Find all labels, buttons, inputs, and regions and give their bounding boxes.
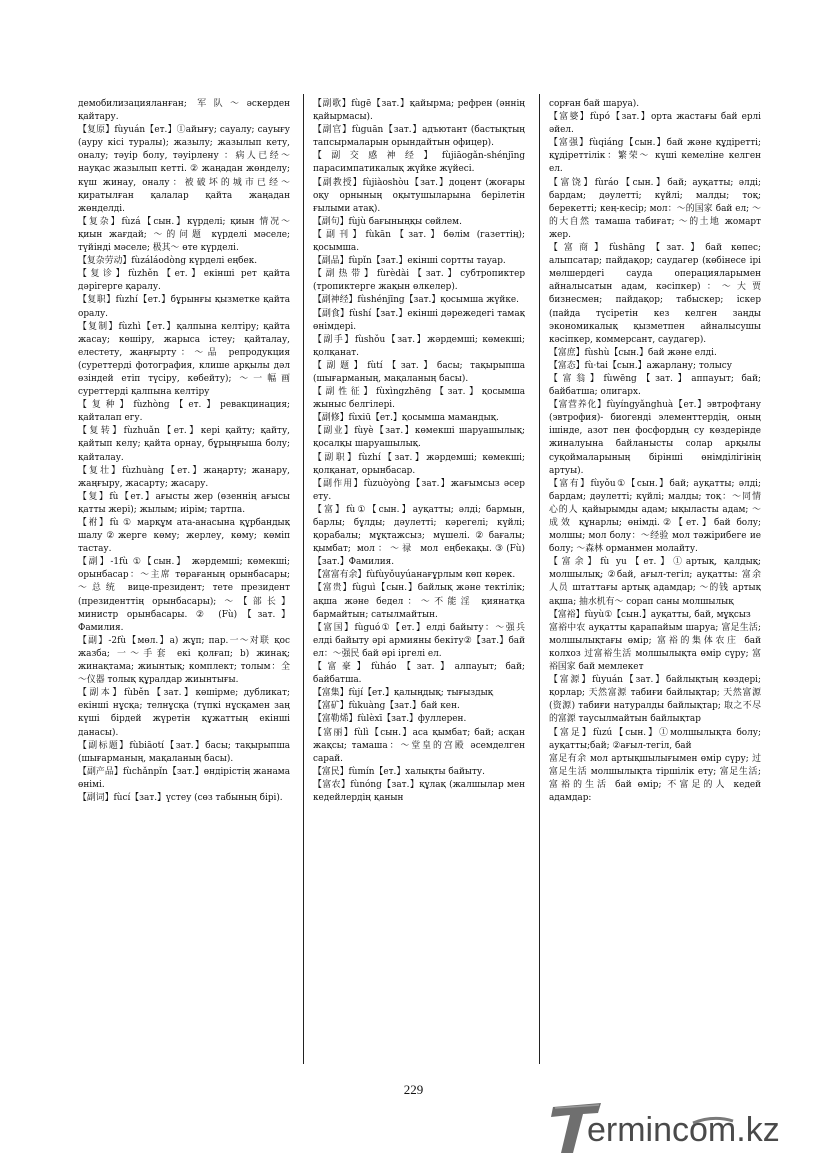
dictionary-entry: 【副刊】fùkān【зат.】бөлiм (газеттiң); қосымша.: [313, 229, 525, 254]
dictionary-entry: 【富矿】fùkuàng【зат.】бай кен.: [313, 701, 460, 712]
dictionary-entry: 【副题】fùtí【зат.】басы; тақырыпша (шығарманың, мақаланың басы).: [313, 360, 525, 384]
dictionary-entry: 【副本】fùběn【зат.】көшірме; дубликат; екiншi нұсқа; телнұсқа (түпкі нұсқамен заң күші бірдей жүретін құжаттың екiншi данасы).: [78, 688, 290, 738]
dictionary-entry: 【副职】fùzhí【зат.】жәрдемші; көмекші; қолқанат, орынбасар.: [313, 452, 525, 476]
dictionary-entry: 【富有】fùyǒu①【сын.】бай; ауқатты; әлді; бардам; дәулетті; күйлі; малды; тоқ：～同情心的人 қайырымды адам; ықыласты адам; ～成效 құнарлы; өнімді.②【ет.】бай болу; молшы; мол болу：～经验 мол тәжірибеге ие болу; ～森林 орманмен молайту.: [549, 478, 761, 555]
dictionary-entry: 【副句】fùjù бағыныңқы сөйлем.: [313, 216, 462, 227]
page-number: 229: [403, 1082, 424, 1097]
dictionary-entry: 【富勒烯】fùlèxī【зат.】фуллерен.: [313, 714, 467, 725]
dictionary-entry: 【副标题】fùbiāotí【зат.】басы; тақырыпша (шығарманың, мақаланың басы).: [78, 740, 290, 764]
dictionary-entry: 【富豪】fùháo【зат.】алпауыт; бай; байбатша.: [313, 662, 525, 686]
dictionary-entry: 【副修】fùxiū【ет.】қосымша мамандық.: [313, 413, 499, 424]
dictionary-entry: 【富丽】fùlì【сын.】аса қымбат; бай; асқан жақсы; тамаша：～堂皇的宫殿 әсемделген сарай.: [313, 727, 525, 764]
dictionary-column-2: [313, 98, 525, 1074]
dictionary-entry: 富足有余 мол артықшылығымен өмір сүру; 过富足生活 молшылықта тіршілік ету; 富足生活; 富裕的生活 бай өмір; 不富足的人 кедей адамдар:: [549, 753, 761, 803]
dictionary-entry: 【富庶】fùshù【сын.】бай және елді.: [549, 347, 717, 358]
dictionary-entry: 【副官】fùguān【зат.】адъютант (бастықтың тапсырмаларын орындайтын офицер).: [313, 125, 525, 149]
dictionary-entry: 【复】fù【ет.】ағысты жер (өзеннiң ағысы қатты жерi); жылым; иiрiм; тартпа.: [78, 491, 290, 515]
dictionary-entry: 【复职】fùzhí【ет.】бұрынғы қызметке қайта оралу.: [78, 295, 290, 319]
dictionary-entry: 【富饶】fùráo【сын.】бай; ауқатты; әлді; бардам; дәулетті; күйлі; малды; тоқ; берекетті; кең-кесір; мол：～的国家 бай ел; ～的大自然 тамаша табиғат; ～的土地 жомарт жер.: [549, 177, 761, 240]
dictionary-entry: сорған бай шаруа).: [549, 99, 640, 109]
dictionary-entry: 【富态】fù·tai【сын.】ажарлану; толысу: [549, 360, 732, 371]
dictionary-entry: 【副歌】fùgē【зат.】қайырма; рефрен (әннің қайырмасы).: [313, 99, 525, 123]
termincom-logo: [543, 1097, 813, 1159]
dictionary-entry: 【副业】fùyè【зат.】көмекші шаруашылық; қосалқы шаруашылық.: [313, 426, 525, 450]
logo-text: ermincom.kz: [587, 1111, 780, 1149]
dictionary-entry: 【副食】fùshí【зат.】екінші дәрежедегі тамақ өнімдері.: [313, 308, 525, 332]
dictionary-entry: 【富源】fùyuán【зат.】байлықтың көздері; қорлар; 天然富源 табиғи байлықтар; 天然富源(资源) табиғи натуралды байлықтар; 取之不尽的富源 таусылмайтын байлықтар: [549, 675, 761, 725]
dictionary-entry: 【副】-2fù【мөл.】а) жұп; пар.一～对联 қос жазба; 一～手套 екі қолғап; b) жинақ; жинақтама; жиынтық; комплект; толым：全～仪器 толық құралдар жиынтығы.: [78, 635, 290, 686]
dictionary-entry: 【富农】fùnóng【зат.】құлақ (жалшылар мен кедейлердің қанын: [313, 779, 525, 803]
dictionary-entry: 【富足】fùzú【сын.】①молшылықта болу; ауқатты;бай; ②ағыл-тегіл, бай: [549, 727, 761, 751]
column-divider: [303, 94, 304, 1064]
dictionary-entry: 【富国】fùguó①【ет.】елді байыту：～强兵 елді байыту әрі армияны бекіту②【зат.】бай ел：～强民 бай әрі іргелі ел.: [313, 622, 525, 659]
dictionary-entry: 【富】fù①【сын.】ауқатты; әлді; бармын, барлы; бұлды; дәулетті; кәрегелі; күйлі; қорабалы; мұқтажсыз; мүшелі.②бағалы; қымбат; мол：～禄 мол еңбекақы.③(Fù)【зат.】Фамилия.: [313, 504, 525, 568]
dictionary-entry: 【复转】fùzhuǎn【ет.】кері қайту; қайту, қайтып келу; қайта орнау, бұрыңғыша болу; қайталау.: [78, 426, 290, 463]
dictionary-entry: 【副热带】fùrèdài【зат.】субтропиктер (тропиктерге жақын өлкелер).: [313, 269, 525, 293]
dictionary-entry: 【富裕】fùyù①【сын.】ауқатты, бай, мұқсыз: [549, 609, 751, 620]
dictionary-entry: 【副神经】fùshénjīng【зат.】қосымша жүйке.: [313, 295, 519, 306]
dictionary-entry: 【复种】fùzhòng【ет.】ревакцинация; қайталап егу.: [78, 400, 290, 424]
dictionary-entry: 【副交感神经】fùjiāogǎn-shénjīng парасимпатикалық жүйке жүйесi.: [313, 151, 525, 175]
dictionary-entry: демобилизацияланған; 军队～әскерден қайтару.: [78, 99, 290, 123]
dictionary-entry: 【富营养化】fùyíngyǎnghuà【ет.】эвтрофтану (эвтрофия)- биогенді элементтердің, оның ішінде, азот пен фосфордың су көздерінде жиналуына байланысты солар арқылы суқоймаларының біріншi өнімділігінің артуы).: [549, 400, 761, 476]
dictionary-entry: 【富强】fùqiáng【сын.】бай және құдіретті; құдiреттілік：繁荣～ күшi кемелiне келген ел.: [549, 138, 761, 175]
dictionary-entry: 【复制】fùzhì【ет.】қалпына келтіру; қайта жасау; көшіру, жарыса істеу; қайталау, елестету, жаңғырту：～品 репродукция (суреттердi фотография, клише арқылы дәл өзiндей етiп түсiру, көбейту); ～一幅画 суреттердi қалпына келтiру: [78, 321, 290, 398]
dictionary-entry: 【富民】fùmín【ет.】халықты байыту.: [313, 766, 485, 777]
dictionary-entry: 【副性征】fùxìngzhēng【зат.】қосымша жыныс белгілері.: [313, 387, 525, 411]
dictionary-entry: 【复杂劳动】fùzáláodòng күрделі еңбек.: [78, 256, 258, 267]
dictionary-entry: 【富婆】fùpó【зат.】орта жастағы бай ерлі әйел.: [549, 112, 761, 136]
dictionary-entry: 【复诊】fùzhěn【ет.】екінші рет қайта дәрігерге қаралу.: [78, 269, 290, 293]
dictionary-entry: 【祔】fù ① марқұм ата-анасына құрбандық шалу②жерге көму; жерлеу, көму; көміп тастау.: [78, 518, 290, 555]
dictionary-entry: 【复壮】fùzhuàng【ет.】жаңарту; жанару, жаңғыру, жасарту; жасару.: [78, 465, 290, 489]
dictionary-entry: 【富余】fù yu【ет.】①артық, қалдық; молшылық; ②бай, ағыл-тегіл; ауқатты: 富余人员 штаттағы артық адамдар; ～的钱 артық ақша; 抽水机有～ сорап саны молшылық: [549, 557, 761, 607]
dictionary-entry: 【副】-1fù ①【сын.】 жәрдемшi; көмекшi; орынбасар：～主席 төрағаның орынбасары; ～总统 вице-президент; тете президент (президенттiң орынбасары); ～【部长】 министр орынбасары. ② (Fù)【зат.】Фамилия.: [78, 557, 290, 633]
dictionary-entry: 【副作用】fùzuòyòng【зат.】жағымсыз әсер ету.: [313, 478, 525, 502]
dictionary-entry: 【富商】fùshāng【зат.】бай көпес; алыпсатар; пайдақор; саудагер (көбінесе ірі мөлшердегі сауда операцияларымен айналысатын адам, кәсіпкер)：～大贾 бизнесмен; пайдақор; табыскер; іскер (пайда түсіретін кез келген заңды экономикалық қызметпен айналысушы кәсіпкер, коммерсант, саудагер).: [549, 243, 761, 345]
dictionary-column-1: [78, 98, 290, 1074]
dictionary-column-3: [549, 98, 761, 1074]
dictionary-entry: 【富贵】fùguì【сын.】байлық және тектілік; ақша және бедел：～不能淫 қиянатқа бармайтын; сатылмайтын.: [313, 583, 525, 620]
dictionary-entry: 富裕中农 ауқатты қарапайым шаруа; 富足生活; молшылықтағы өмір; 富裕的集体农庄 бай колхоз 过富裕生活 молшылықта өмір сүру; 富裕国家 бай мемлекет: [549, 622, 761, 673]
dictionary-entry: 【副品】fùpǐn【зат.】екінші сортты тауар.: [313, 256, 506, 267]
dictionary-entry: 【复原】fùyuán【ет.】①айығу; сауалу; сауығу (ауру кісі туралы); жазылу; жазылып кету, оналу; тәуір болу, тәуірлену ：病人已经～ науқас жазылып кетті. ② жаңадан жөнделу; күш жинау, оналу：被破坏的城市已经～қиратылған қалалар қайта жаңадан жөнделді.: [78, 125, 290, 214]
dictionary-entry: 【副词】fùcí【зат.】үстеу (сөз табының бірі).: [78, 792, 283, 803]
dictionary-entry: 【富富有余】fùfùyǒuyúанағұрлым көп көрек.: [313, 570, 516, 581]
dictionary-entry: 【复杂】fùzá【сын.】күрделі; қиын 情况～қиын жағдай; ～的问题 күрделі мәселе; түйінді мәселе; 极其～ өте күрделі.: [78, 216, 290, 254]
column-divider: [539, 94, 540, 1064]
dictionary-entry: 【副手】fùshǒu【зат.】жәрдемшi; көмекшi; қолқанат.: [313, 334, 525, 358]
dictionary-entry: 【富集】fùjí【ет.】қалыңдық; тығыздық: [313, 688, 494, 699]
dictionary-entry: 【副教授】fùjiàoshòu【зат.】доцент (жоғары оқу орнының оқытушыларына берiлетiн ғылыми атақ).: [313, 177, 525, 214]
dictionary-entry: 【富翁】fùwēng【зат.】аппауыт; бай; байбатша; олигарх.: [549, 373, 761, 398]
dictionary-entry: 【副产品】fùchǎnpǐn【зат.】өндірістің жанама өнімі.: [78, 766, 290, 790]
